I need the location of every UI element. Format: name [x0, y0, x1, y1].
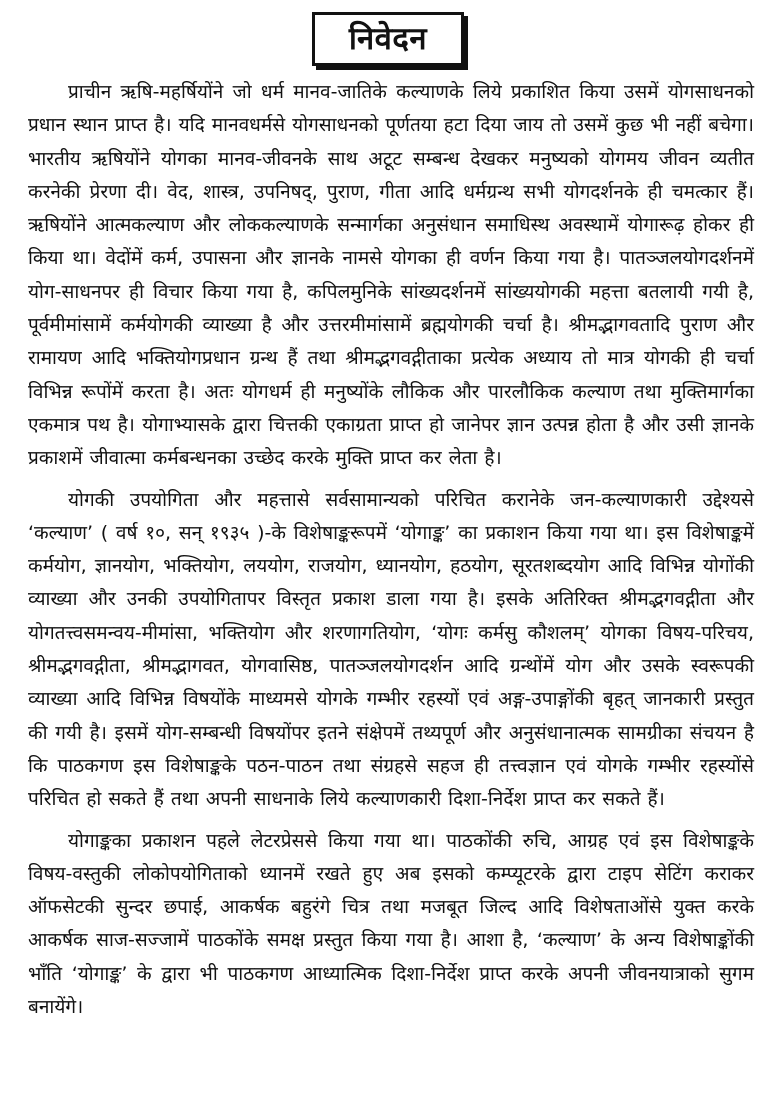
paragraph-2: योगकी उपयोगिता और महत्तासे सर्वसामान्यको परिचित करानेके जन-कल्याणकारी उद्देश्यसे ‘कल्याण’ ( वर्ष १०, सन् १९३५ )-के विशेषाङ्करूपमें ‘योगाङ्क’ का प्रकाशन किया गया था। इस विशेषाङ्कमें कर्मयोग, ज्ञानयोग, भक्तियोग, लययोग, राजयोग, ध्यानयोग, हठयोग, सूरतशब्दयोग आदि विभिन्न योगोंकी व्याख्या और उनकी उपयोगितापर विस्तृत प्रकाश डाला गया है। इसके अतिरिक्त श्रीमद्भगवद्गीता और योगतत्त्वसमन्वय-मीमांसा, भक्तियोग और शरणागतियोग, ‘योगः कर्मसु कौशलम्’ योगका विषय-परिचय, श्रीमद्भगवद्गीता, श्रीमद्भागवत, योगवासिष्ठ, पातञ्जलयोगदर्शन आदि ग्रन्थोंमें योग और उसके स्वरूपकी व्याख्या आदि विभिन्न विषयोंके माध्यमसे योगके गम्भीर रहस्यों एवं अङ्ग-उपाङ्गोंकी बृहत् जानकारी प्रस्तुत की गयी है। इसमें योग-सम्बन्धी विषयोंपर इतने संक्षेपमें तथ्यपूर्ण और अनुसंधानात्मक सामग्रीका संचयन है कि पाठकगण इस विशेषाङ्कके पठन-पाठन तथा संग्रहसे सहज ही तत्त्वज्ञान एवं योगके गम्भीर रहस्योंसे परिचित हो सकते हैं तथा अपनी साधनाके लिये कल्याणकारी दिशा-निर्देश प्राप्त कर सकते हैं। — [28, 488, 754, 811]
page-title: निवेदन — [348, 20, 428, 57]
document-body — [28, 76, 754, 1024]
title-box — [312, 12, 464, 66]
paragraph-1: प्राचीन ऋषि-महर्षियोंने जो धर्म मानव-जातिके कल्याणके लिये प्रकाशित किया उसमें योगसाधनको प्रधान स्थान प्राप्त है। यदि मानवधर्मसे योगसाधनको पूर्णतया हटा दिया जाय तो उसमें कुछ भी नहीं बचेगा। भारतीय ऋषियोंने योगका मानव-जीवनके साथ अटूट सम्बन्ध देखकर मनुष्यको योगमय जीवन व्यतीत करनेकी प्रेरणा दी। वेद, शास्त्र, उपनिषद्, पुराण, गीता आदि धर्मग्रन्थ सभी योगदर्शनके ही चमत्कार हैं। ऋषियोंने आत्मकल्याण और लोककल्याणके सन्मार्गका अनुसंधान समाधिस्थ अवस्थामें योगारूढ़ होकर ही किया था। वेदोंमें कर्म, उपासना और ज्ञानके नामसे योगका ही वर्णन किया गया है। पातञ्जलयोगदर्शनमें योग-साधनपर ही विचार किया गया है, कपिलमुनिके सांख्यदर्शनमें सांख्ययोगकी महत्ता बतलायी गयी है, पूर्वमीमांसामें कर्मयोगकी व्याख्या है और उत्तरमीमांसामें ब्रह्मयोगकी चर्चा है। श्रीमद्भागवतादि पुराण और रामायण आदि भक्तियोगप्रधान ग्रन्थ हैं तथा श्रीमद्भगवद्गीताका प्रत्येक अध्याय तो मात्र योगकी ही चर्चा विभिन्न रूपोंमें करता है। अतः योगधर्म ही मनुष्योंके लौकिक और पारलौकिक कल्याण तथा मुक्तिमार्गका एकमात्र पथ है। योगाभ्यासके द्वारा चित्तकी एकाग्रता प्राप्त हो जानेपर ज्ञान उत्पन्न होता है और उसी ज्ञानके प्रकाशमें जीवात्मा कर्मबन्धनका उच्छेद करके मुक्ति प्राप्त कर लेता है। — [28, 81, 754, 470]
paragraph-3: योगाङ्कका प्रकाशन पहले लेटरप्रेससे किया गया था। पाठकोंकी रुचि, आग्रह एवं इस विशेषाङ्कके विषय-वस्तुकी लोकोपयोगिताको ध्यानमें रखते हुए अब इसको कम्प्यूटरके द्वारा टाइप सेटिंग कराकर ऑफसेटकी सुन्दर छपाई, आकर्षक बहुरंगे चित्र तथा मजबूत जिल्द आदि विशेषताओंसे युक्त करके आकर्षक साज-सज्जामें पाठकोंके समक्ष प्रस्तुत किया गया है। आशा है, ‘कल्याण’ के अन्य विशेषाङ्कोंकी भाँति ‘योगाङ्क’ के द्वारा भी पाठकगण आध्यात्मिक दिशा-निर्देश प्राप्त करके अपनी जीवनयात्राको सुगम बनायेंगे। — [28, 829, 754, 1019]
